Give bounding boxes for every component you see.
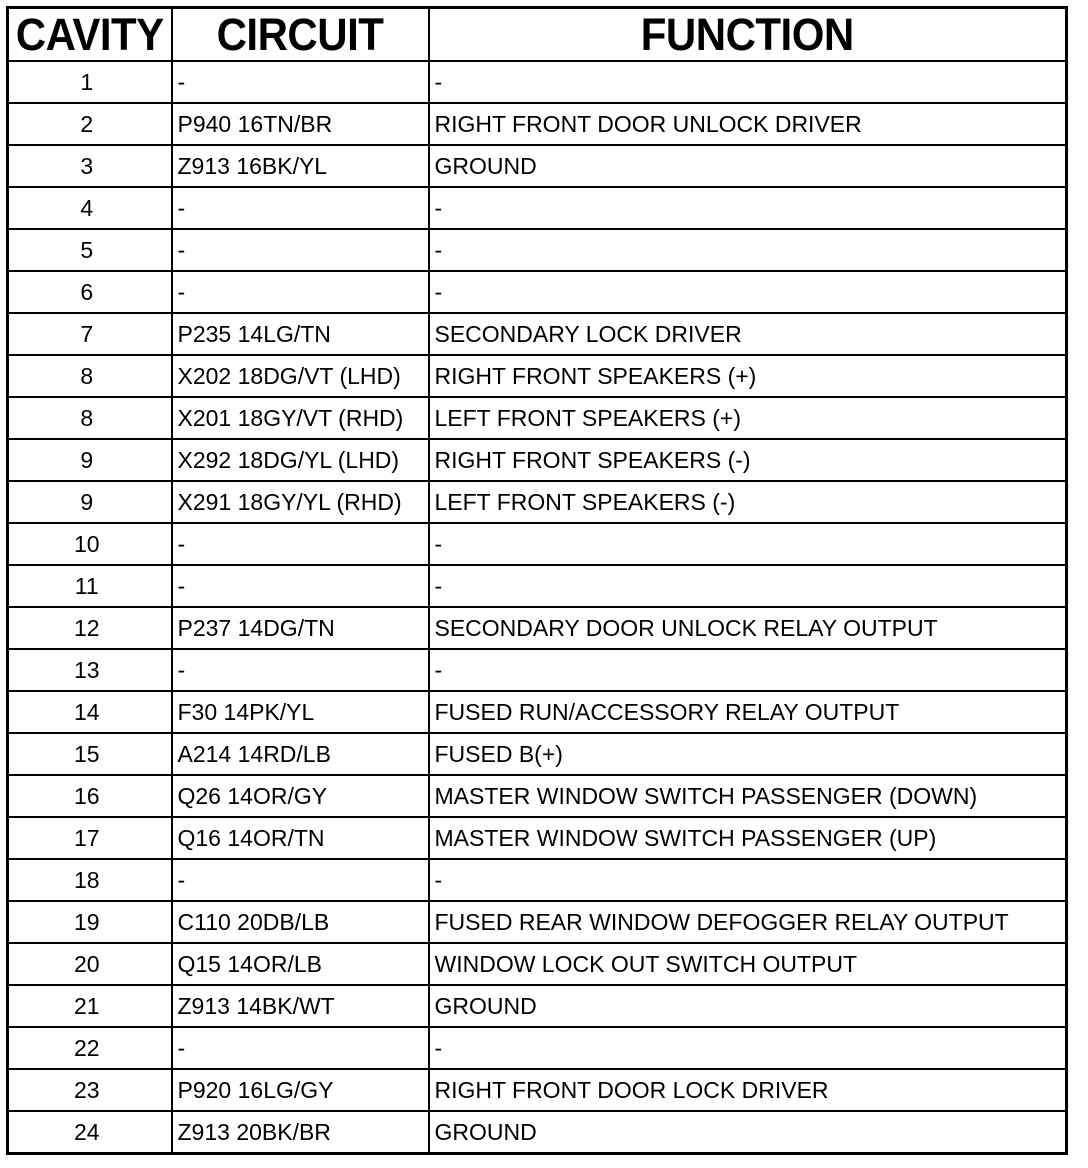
table-row [8,1069,1067,1111]
table-row [8,733,1067,775]
table-row [8,817,1067,859]
cavity-cell: 20 [8,943,172,985]
function-cell: - [429,565,1067,607]
circuit-cell: X291 18GY/YL (RHD) [172,481,429,523]
function-cell: WINDOW LOCK OUT SWITCH OUTPUT [429,943,1067,985]
cavity-cell: 19 [8,901,172,943]
function-cell: RIGHT FRONT SPEAKERS (+) [429,355,1067,397]
function-cell: GROUND [429,1111,1067,1154]
circuit-cell: X202 18DG/VT (LHD) [172,355,429,397]
cavity-cell: 13 [8,649,172,691]
cavity-cell: 9 [8,481,172,523]
cavity-cell: 18 [8,859,172,901]
cavity-cell: 8 [8,397,172,439]
cavity-cell: 7 [8,313,172,355]
cavity-cell: 12 [8,607,172,649]
function-cell: GROUND [429,985,1067,1027]
table-row [8,145,1067,187]
function-cell: RIGHT FRONT DOOR UNLOCK DRIVER [429,103,1067,145]
function-cell: - [429,61,1067,103]
circuit-cell: P235 14LG/TN [172,313,429,355]
table-row [8,397,1067,439]
connector-pinout-table-container [6,6,1068,1155]
table-row [8,61,1067,103]
table-row [8,649,1067,691]
cavity-cell: 15 [8,733,172,775]
table-row [8,187,1067,229]
function-cell: SECONDARY DOOR UNLOCK RELAY OUTPUT [429,607,1067,649]
table-row [8,355,1067,397]
table-row [8,985,1067,1027]
circuit-cell: - [172,649,429,691]
header-function: FUNCTION [429,8,1067,62]
cavity-cell: 5 [8,229,172,271]
cavity-cell: 11 [8,565,172,607]
cavity-cell: 2 [8,103,172,145]
circuit-cell: C110 20DB/LB [172,901,429,943]
circuit-cell: X201 18GY/VT (RHD) [172,397,429,439]
cavity-cell: 22 [8,1027,172,1069]
table-row [8,481,1067,523]
function-cell: - [429,271,1067,313]
function-cell: FUSED B(+) [429,733,1067,775]
circuit-cell: P940 16TN/BR [172,103,429,145]
function-cell: FUSED REAR WINDOW DEFOGGER RELAY OUTPUT [429,901,1067,943]
header-circuit: CIRCUIT [172,8,429,62]
table-row [8,229,1067,271]
cavity-cell: 9 [8,439,172,481]
cavity-cell: 24 [8,1111,172,1154]
circuit-cell: - [172,1027,429,1069]
table-row [8,1027,1067,1069]
header-cavity: CAVITY [8,8,172,62]
cavity-cell: 21 [8,985,172,1027]
function-cell: FUSED RUN/ACCESSORY RELAY OUTPUT [429,691,1067,733]
table-row [8,859,1067,901]
table-row [8,607,1067,649]
function-cell: - [429,229,1067,271]
cavity-cell: 23 [8,1069,172,1111]
function-cell: GROUND [429,145,1067,187]
circuit-cell: F30 14PK/YL [172,691,429,733]
cavity-cell: 8 [8,355,172,397]
cavity-cell: 10 [8,523,172,565]
circuit-cell: - [172,271,429,313]
cavity-cell: 1 [8,61,172,103]
circuit-cell: Z913 14BK/WT [172,985,429,1027]
table-row [8,271,1067,313]
cavity-cell: 4 [8,187,172,229]
function-cell: LEFT FRONT SPEAKERS (+) [429,397,1067,439]
table-row [8,103,1067,145]
circuit-cell: A214 14RD/LB [172,733,429,775]
circuit-cell: X292 18DG/YL (LHD) [172,439,429,481]
function-cell: RIGHT FRONT DOOR LOCK DRIVER [429,1069,1067,1111]
function-cell: LEFT FRONT SPEAKERS (-) [429,481,1067,523]
header-row [8,8,1067,62]
table-row [8,901,1067,943]
function-cell: - [429,649,1067,691]
cavity-cell: 17 [8,817,172,859]
function-cell: SECONDARY LOCK DRIVER [429,313,1067,355]
circuit-cell: Q15 14OR/LB [172,943,429,985]
circuit-cell: - [172,565,429,607]
function-cell: - [429,187,1067,229]
circuit-cell: - [172,187,429,229]
table-row [8,565,1067,607]
circuit-cell: Z913 20BK/BR [172,1111,429,1154]
table-row [8,775,1067,817]
circuit-cell: - [172,859,429,901]
table-row [8,439,1067,481]
circuit-cell: Q26 14OR/GY [172,775,429,817]
circuit-cell: P237 14DG/TN [172,607,429,649]
table-row [8,1111,1067,1154]
circuit-cell: Z913 16BK/YL [172,145,429,187]
function-cell: - [429,523,1067,565]
function-cell: - [429,859,1067,901]
circuit-cell: - [172,523,429,565]
table-row [8,523,1067,565]
circuit-cell: - [172,229,429,271]
function-cell: MASTER WINDOW SWITCH PASSENGER (DOWN) [429,775,1067,817]
cavity-cell: 3 [8,145,172,187]
function-cell: RIGHT FRONT SPEAKERS (-) [429,439,1067,481]
circuit-cell: - [172,61,429,103]
table-row [8,691,1067,733]
cavity-cell: 6 [8,271,172,313]
function-cell: MASTER WINDOW SWITCH PASSENGER (UP) [429,817,1067,859]
table-row [8,943,1067,985]
circuit-cell: Q16 14OR/TN [172,817,429,859]
function-cell: - [429,1027,1067,1069]
circuit-cell: P920 16LG/GY [172,1069,429,1111]
cavity-cell: 14 [8,691,172,733]
table-row [8,313,1067,355]
cavity-cell: 16 [8,775,172,817]
connector-pinout-table [6,6,1068,1155]
